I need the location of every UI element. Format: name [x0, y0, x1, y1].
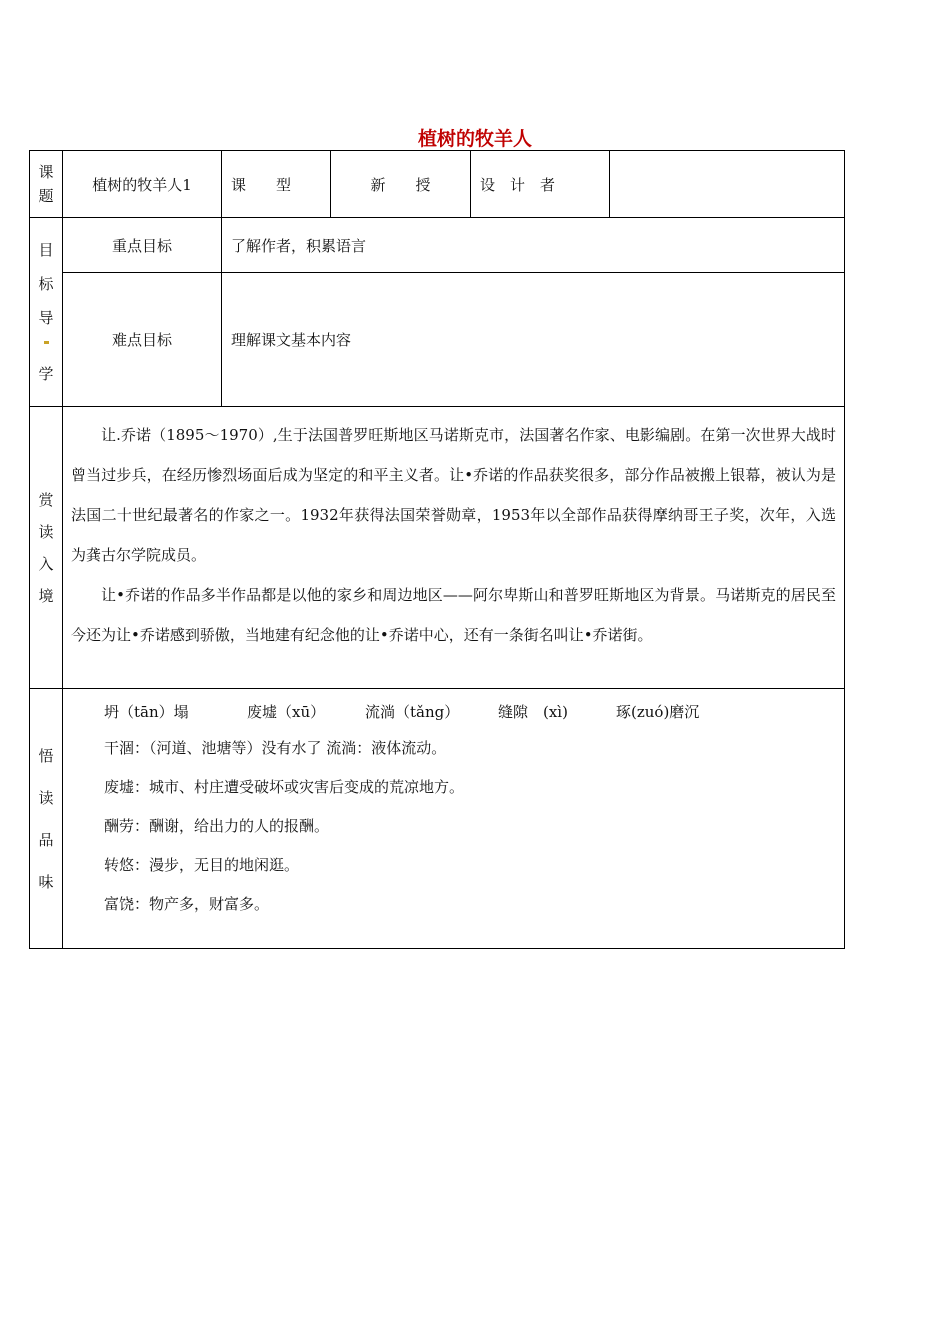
definition-line: 酬劳：酬谢，给出力的人的报酬。 [104, 817, 330, 835]
page-title: 植树的牧羊人 [417, 128, 532, 150]
lesson-type-label: 课 型 [222, 151, 331, 218]
pinyin-row [104, 695, 834, 729]
header-row [30, 151, 845, 218]
pinyin-item: 流淌（tǎng） [365, 703, 460, 721]
key-goal-label: 重点目标 [63, 218, 222, 273]
vocabulary-list [63, 689, 845, 949]
row-label-goals: 目 标 导 学 [30, 218, 63, 407]
designer-label: 设 计 者 [471, 151, 610, 218]
pinyin-item: 琢(zuó)磨沉 [616, 703, 700, 721]
lesson-name: 植树的牧羊人1 [63, 151, 222, 218]
hard-goal-value: 理解课文基本内容 [222, 273, 845, 407]
hard-goal-label: 难点目标 [63, 273, 222, 407]
pinyin-item: 坍（tān）塌 [104, 703, 189, 721]
appreciation-row [30, 407, 845, 689]
hard-goal-row [30, 273, 845, 407]
row-label-vocabulary: 悟 读 品 味 [30, 689, 63, 949]
lesson-plan-table [29, 150, 845, 949]
pinyin-item: 缝隙 (xì) [498, 703, 568, 721]
designer-value [610, 151, 845, 218]
lesson-type-value: 新 授 [331, 151, 471, 218]
definition-line: 富饶：物产多，财富多。 [104, 895, 270, 913]
definition-line: 转悠：漫步，无目的地闲逛。 [104, 856, 300, 874]
author-intro [63, 407, 845, 689]
author-paragraph-2: 让•乔诺的作品多半作品都是以他的家乡和周边地区——阿尔卑斯山和普罗旺斯地区为背景。马诺斯克的居民至今还为让•乔诺感到骄傲，当地建有纪念他的让•乔诺中心，还有一条街名叫让•乔诺街。 [71, 586, 836, 644]
definition-line: 废墟：城市、村庄遭受破坏或灾害后变成的荒凉地方。 [104, 778, 465, 796]
row-label-appreciation: 赏 读 入 境 [30, 407, 63, 689]
key-goal-value: 了解作者，积累语言 [222, 218, 845, 273]
mark [44, 341, 49, 344]
definition-line: 干涸：（河道、池塘等）没有水了 流淌：液体流动。 [104, 739, 447, 757]
key-goal-row [30, 218, 845, 273]
row-label-topic: 课 题 [30, 151, 63, 218]
pinyin-item: 废墟（xū） [247, 703, 326, 721]
author-paragraph-1: 让.乔诺（1895～1970）,生于法国普罗旺斯地区马诺斯克市，法国著名作家、电影编剧。在第一次世界大战时曾当过步兵，在经历惨烈场面后成为坚定的和平主义者。让•乔诺的作品获奖很多，部分作品被搬上银幕，被认为是法国二十世纪最著名的作家之一。1932年获得法国荣誉勋章，1953年以全部作品获得摩纳哥王子奖，次年，入选为龚古尔学院成员。 [71, 426, 836, 564]
vocabulary-row [30, 689, 845, 949]
